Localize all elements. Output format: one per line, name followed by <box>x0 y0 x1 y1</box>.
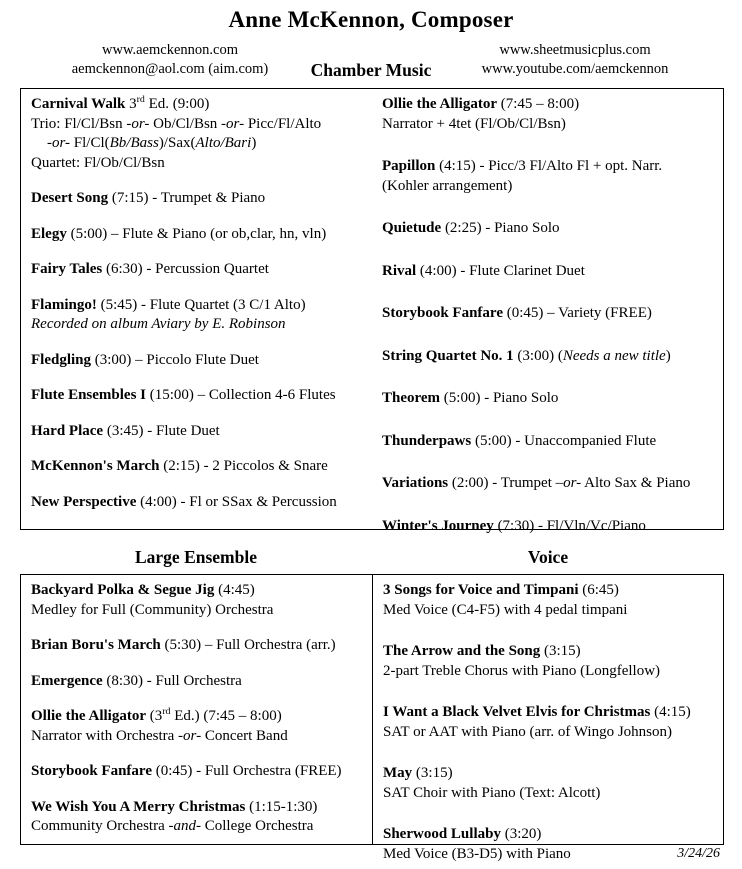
work-title: 3 Songs for Voice and Timpani <box>383 582 579 598</box>
chamber-left-column <box>21 89 372 529</box>
work-entry <box>382 389 715 409</box>
work-details: (0:45) - Full Orchestra (FREE) <box>151 763 342 779</box>
large-ensemble-heading: Large Ensemble <box>134 547 257 567</box>
work-title: Quietude <box>382 220 442 236</box>
work-title-line <box>383 581 715 601</box>
work-title: We Wish You A Merry Christmas <box>31 798 246 815</box>
work-title-line <box>383 703 715 723</box>
work-subline: Med Voice (C4-F5) with 4 pedal timpani <box>383 601 628 618</box>
work-entry <box>382 219 715 239</box>
work-details: (5:00) – Flute & Piano (or ob,clar, hn, vln) <box>66 225 327 242</box>
work-title: Winter's Journey <box>382 517 494 534</box>
work-entry <box>383 764 715 803</box>
work-entry <box>31 672 364 692</box>
work-subline: Med Voice (B3-D5) with Piano <box>383 845 571 862</box>
work-entry <box>382 432 715 452</box>
work-title-line <box>31 672 364 692</box>
work-title-line <box>31 762 364 782</box>
work-entry <box>382 517 715 537</box>
work-details: (7:45 – 8:00) <box>496 96 580 112</box>
work-title-line <box>31 422 364 442</box>
work-title: Backyard Polka & Segue Jig <box>31 582 215 598</box>
work-entry <box>31 225 364 245</box>
work-title: Theorem <box>382 390 441 406</box>
work-entry <box>31 386 364 406</box>
work-title: Carnival Walk <box>31 96 126 112</box>
work-entry <box>382 304 715 324</box>
work-details: (4:15) <box>650 704 691 720</box>
work-title-line <box>382 95 715 115</box>
work-subline: Recorded on album Aviary by E. Robinson <box>31 316 286 332</box>
work-title: Brian Boru's March <box>31 637 161 653</box>
large-ensemble-column <box>21 575 372 844</box>
work-title-line <box>31 260 364 280</box>
work-title: New Perspective <box>31 493 137 510</box>
work-details: (4:15) - Picc/3 Fl/Alto Fl + opt. Narr. <box>435 158 663 174</box>
work-title-line <box>31 798 364 818</box>
work-title-line <box>383 642 715 662</box>
work-details: (8:30) - Full Orchestra <box>102 672 242 689</box>
work-title: Storybook Fanfare <box>382 305 503 321</box>
work-entry <box>383 581 715 620</box>
work-entry <box>382 95 715 134</box>
sheetmusicplus-link[interactable]: www.sheetmusicplus.com <box>499 42 651 59</box>
work-title-line <box>31 581 364 601</box>
work-subline: (Kohler arrangement) <box>382 177 513 194</box>
work-subline: SAT Choir with Piano (Text: Alcott) <box>383 784 601 801</box>
work-title-line <box>31 296 364 316</box>
masthead <box>0 0 742 32</box>
work-title: Rival <box>382 262 417 279</box>
work-details: (3:00) (Needs a new title) <box>513 347 671 364</box>
work-title: Desert Song <box>31 190 109 206</box>
work-entry <box>31 422 364 442</box>
contact-right-block <box>425 41 725 79</box>
work-title: Sherwood Lullaby <box>383 826 501 842</box>
work-title-line <box>31 636 364 656</box>
work-title-line <box>31 189 364 209</box>
work-title-line <box>31 225 364 245</box>
work-details: (3:00) – Piccolo Flute Duet <box>91 351 259 368</box>
work-details: (5:45) - Flute Quartet (3 C/1 Alto) <box>96 296 306 313</box>
work-details: (3:15) <box>412 765 453 781</box>
work-title: Flamingo! <box>31 296 97 313</box>
work-entry <box>31 260 364 280</box>
work-entry <box>382 157 715 196</box>
work-details: (5:00) - Piano Solo <box>440 390 559 406</box>
website-link[interactable]: www.aemckennon.com <box>102 42 238 59</box>
work-subline: Narrator + 4tet (Fl/Ob/Cl/Bsn) <box>382 115 566 132</box>
work-entry <box>31 457 364 477</box>
work-title: Fledgling <box>31 351 92 368</box>
work-details: (3:20) <box>500 826 542 842</box>
work-title-line <box>31 95 364 115</box>
work-title-line <box>382 517 715 537</box>
work-title-line <box>383 825 715 845</box>
work-details: (2:25) - Piano Solo <box>441 220 560 236</box>
work-details: (5:30) – Full Orchestra (arr.) <box>160 637 336 653</box>
footer-date: 3/24/26 <box>677 846 720 861</box>
work-subline: Medley for Full (Community) Orchestra <box>31 601 274 618</box>
work-title-line <box>382 432 715 452</box>
work-details: (3rd Ed.) (7:45 – 8:00) <box>145 706 282 724</box>
work-title: Papillon <box>382 158 436 174</box>
work-details: (4:00) - Flute Clarinet Duet <box>416 262 585 279</box>
work-entry <box>382 262 715 282</box>
work-entry <box>31 493 364 513</box>
work-entry <box>31 189 364 209</box>
work-title-line <box>382 347 715 367</box>
page-title: Anne McKennon, Composer <box>228 7 514 32</box>
work-entry <box>31 581 364 620</box>
work-subline: Trio: Fl/Cl/Bsn -or- Ob/Cl/Bsn -or- Picc/Fl/Alto <box>31 115 322 132</box>
work-title-line <box>31 707 364 727</box>
chamber-music-heading: Chamber Music <box>310 60 432 81</box>
work-entry <box>383 825 715 864</box>
work-title-line <box>31 351 364 371</box>
work-title-line <box>382 262 715 282</box>
work-title: Flute Ensembles I <box>31 387 147 403</box>
work-subline: Narrator with Orchestra -or- Concert Band <box>31 727 288 744</box>
work-entry <box>383 703 715 742</box>
work-title: Ollie the Alligator <box>382 96 497 112</box>
work-subline: Quartet: Fl/Ob/Cl/Bsn <box>31 154 165 171</box>
work-details: (7:15) - Trumpet & Piano <box>108 190 266 206</box>
work-title-line <box>31 386 364 406</box>
work-title-line <box>383 764 715 784</box>
work-entry <box>382 474 715 494</box>
work-title-line <box>31 457 364 477</box>
work-subline: 2-part Treble Chorus with Piano (Longfellow) <box>383 662 661 679</box>
work-details: (4:45) <box>214 582 255 598</box>
work-title: McKennon's March <box>31 458 160 474</box>
work-details: (6:30) - Percussion Quartet <box>102 261 269 277</box>
work-entry <box>382 347 715 367</box>
work-entry <box>31 798 364 837</box>
work-entry <box>31 351 364 371</box>
youtube-link[interactable]: www.youtube.com/aemckennon <box>481 61 669 78</box>
chamber-music-table <box>20 88 724 534</box>
work-title-line <box>382 157 715 177</box>
work-subline: -or- Fl/Cl(Bb/Bass)/Sax(Alto/Bari) <box>47 135 257 151</box>
work-details: (7:30) - Fl/Vln/Vc/Piano <box>493 517 646 534</box>
work-entry <box>31 95 364 173</box>
work-title: Elegy <box>31 225 67 242</box>
work-details: (0:45) – Variety (FREE) <box>502 305 652 321</box>
work-subline: Community Orchestra -and- College Orchestra <box>31 818 314 834</box>
work-title: Storybook Fanfare <box>31 763 152 779</box>
work-details: 3rd Ed. (9:00) <box>125 94 210 112</box>
work-title: Ollie the Alligator <box>31 708 146 724</box>
work-title: I Want a Black Velvet Elvis for Christmas <box>383 704 651 720</box>
mid-section-headings <box>20 547 724 568</box>
work-title: Emergence <box>31 672 103 689</box>
work-details: (15:00) – Collection 4-6 Flutes <box>146 387 336 403</box>
work-entry <box>31 296 364 335</box>
work-title: Variations <box>382 475 449 491</box>
work-details: (4:00) - Fl or SSax & Percussion <box>136 493 337 510</box>
work-details: (6:45) <box>578 582 619 598</box>
work-title-line <box>382 219 715 239</box>
work-details: (5:00) - Unaccompanied Flute <box>471 432 657 449</box>
work-entry <box>31 707 364 746</box>
voice-heading: Voice <box>527 547 569 567</box>
work-details: (3:15) <box>540 643 581 659</box>
work-details: (2:15) - 2 Piccolos & Snare <box>159 458 328 474</box>
work-subline: SAT or AAT with Piano (arr. of Wingo Johnson) <box>383 723 672 740</box>
work-title-line <box>382 304 715 324</box>
work-title: Hard Place <box>31 422 104 439</box>
work-entry <box>31 636 364 656</box>
work-details: (3:45) - Flute Duet <box>103 422 220 439</box>
email-link[interactable]: aemckennon@aol.com (aim.com) <box>71 61 269 78</box>
work-entry <box>31 762 364 782</box>
work-title: Fairy Tales <box>31 261 103 277</box>
work-details: (2:00) - Trumpet –or- Alto Sax & Piano <box>448 475 691 491</box>
work-title: String Quartet No. 1 <box>382 347 514 364</box>
contact-row <box>0 41 742 85</box>
work-title-line <box>31 493 364 513</box>
work-title-line <box>382 474 715 494</box>
work-title: May <box>383 765 413 781</box>
work-title: The Arrow and the Song <box>383 643 541 659</box>
work-details: (1:15-1:30) <box>245 798 318 815</box>
work-title: Thunderpaws <box>382 432 472 449</box>
chamber-right-column <box>372 89 723 534</box>
work-entry <box>383 642 715 681</box>
work-title-line <box>382 389 715 409</box>
